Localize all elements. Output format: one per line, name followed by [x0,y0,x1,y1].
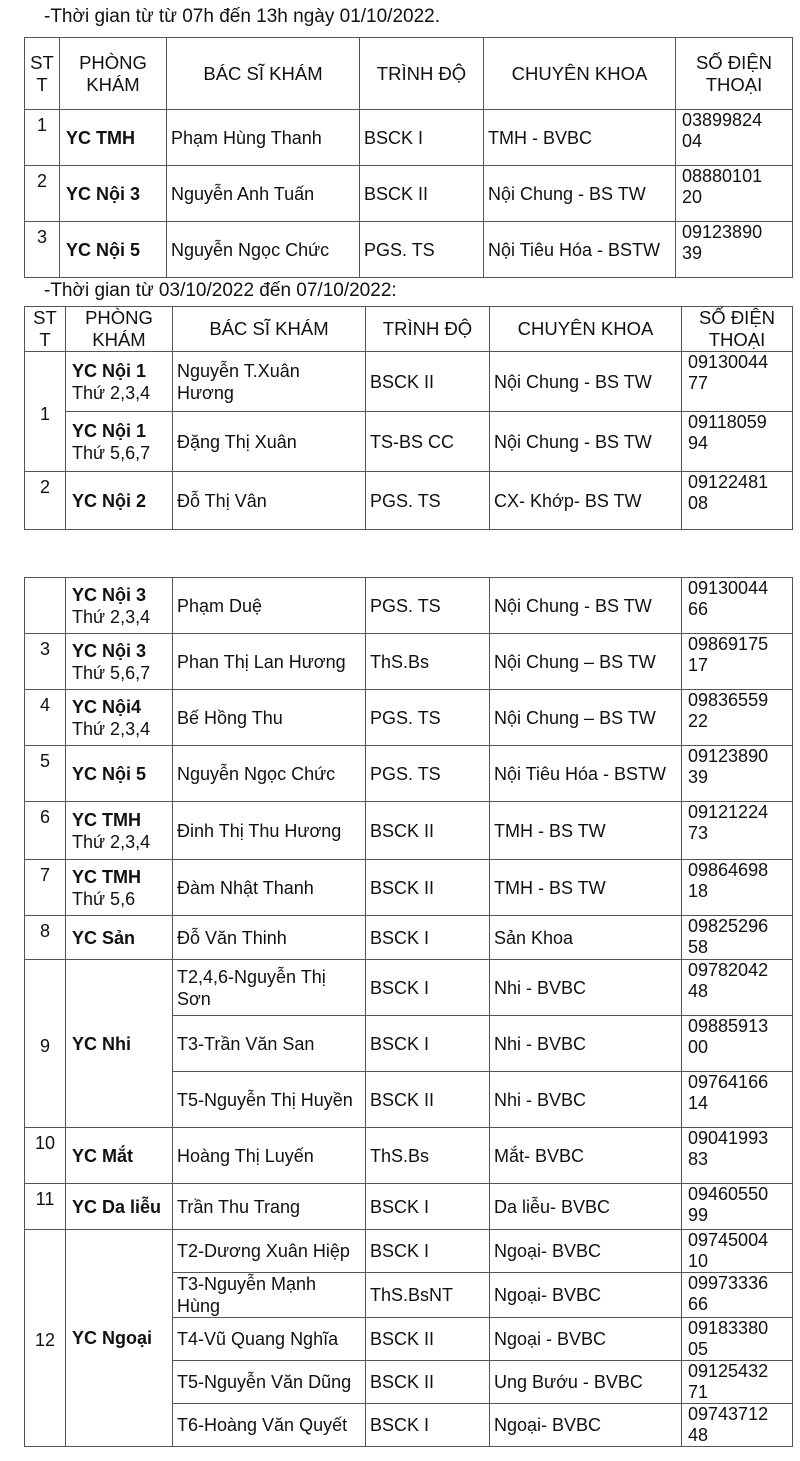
table-row [25,860,793,916]
phone-cell: 09130044 66 [682,578,793,634]
specialty-cell: Nội Chung - BS TW [490,412,682,472]
table-row [25,916,793,960]
doctor-cell: Phan Thị Lan Hương [173,634,366,690]
header-level: TRÌNH ĐỘ [360,38,484,110]
stt-cell: 3 [25,222,60,278]
doctor-cell: T3-Trần Văn San [173,1016,366,1072]
doctor-cell: Trần Thu Trang [173,1184,366,1230]
doctor-cell: T3-Nguyễn Mạnh Hùng [173,1273,366,1318]
level-cell: PGS. TS [366,746,490,802]
phone-cell: 08880101 20 [676,166,793,222]
doctor-cell: Đinh Thị Thu Hương [173,802,366,860]
level-cell: BSCK I [366,1230,490,1273]
clinic-cell [66,578,173,634]
specialty-cell: Nội Chung – BS TW [490,690,682,746]
clinic-name: YC Nội 1 [72,360,147,381]
doctor-cell: Nguyễn Anh Tuấn [167,166,360,222]
clinic-name: YC Ngoại [72,1328,153,1348]
specialty-cell: TMH - BS TW [490,802,682,860]
specialty-cell: CX- Khớp- BS TW [490,472,682,530]
stt-cell: 11 [25,1184,66,1230]
clinic-name: YC Sản [72,927,136,948]
doctor-cell: Phạm Duệ [173,578,366,634]
table-row [25,578,793,634]
doctor-cell: Đàm Nhật Thanh [173,860,366,916]
clinic-cell [60,222,167,278]
header-phone: SỐ ĐIỆN THOẠI [676,38,793,110]
clinic-cell [66,1128,173,1184]
clinic-name: YC TMH [72,809,141,830]
stt-cell: 1 [25,110,60,166]
clinic-name: YC Nội 3 [66,183,141,204]
phone-cell: 09869175 17 [682,634,793,690]
phone-cell: 09125432 71 [682,1361,793,1404]
table-row [25,1128,793,1184]
phone-cell: 09973336 66 [682,1273,793,1318]
level-cell: BSCK I [360,110,484,166]
doctor-cell: T5-Nguyễn Thị Huyền [173,1072,366,1128]
clinic-cell [66,960,173,1128]
clinic-name: YC TMH [66,127,135,148]
level-cell: BSCK II [366,1361,490,1404]
table-row [25,634,793,690]
level-cell: BSCK I [366,916,490,960]
phone-cell: 09123890 39 [676,222,793,278]
table-row [25,412,793,472]
header-stt: ST T [25,307,66,352]
clinic-days: Thứ 2,3,4 [72,831,151,852]
phone-cell: 09121224 73 [682,802,793,860]
specialty-cell: Nội Chung - BS TW [490,352,682,412]
clinic-cell [66,916,173,960]
clinic-cell [66,802,173,860]
clinic-name: YC Da liễu [72,1196,162,1217]
stt-cell: 2 [25,472,66,530]
stt-cell: 8 [25,916,66,960]
table-row [25,690,793,746]
clinic-cell [66,412,173,472]
table-row [25,802,793,860]
phone-cell: 09460550 99 [682,1184,793,1230]
table-row [25,166,793,222]
clinic-name: YC Nội4 [72,696,142,717]
table-row [25,1184,793,1230]
stt-cell: 4 [25,690,66,746]
specialty-cell: Nhi - BVBC [490,1072,682,1128]
schedule-table-3 [24,577,793,1447]
table-row [25,1230,793,1273]
doctor-cell: T6-Hoàng Văn Quyết [173,1404,366,1447]
phone-cell: 09041993 83 [682,1128,793,1184]
phone-cell: 09122481 08 [682,472,793,530]
doctor-cell: Hoàng Thị Luyến [173,1128,366,1184]
stt-cell: 1 [25,352,66,472]
level-cell: BSCK I [366,1184,490,1230]
doctor-cell: Nguyễn T.Xuân Hương [173,352,366,412]
level-cell: ThS.Bs [366,1128,490,1184]
clinic-cell [66,860,173,916]
phone-cell: 09836559 22 [682,690,793,746]
specialty-cell: TMH - BVBC [484,110,676,166]
specialty-cell: Nội Chung – BS TW [490,634,682,690]
phone-cell: 09764166 14 [682,1072,793,1128]
level-cell: BSCK II [366,802,490,860]
header-clinic: PHÒNG KHÁM [60,38,167,110]
level-cell: BSCK I [366,1404,490,1447]
header-level: TRÌNH ĐỘ [366,307,490,352]
header-specialty: CHUYÊN KHOA [490,307,682,352]
level-cell: ThS.BsNT [366,1273,490,1318]
clinic-cell [66,634,173,690]
clinic-days: Thứ 5,6 [72,888,136,909]
phone-cell: 09885913 00 [682,1016,793,1072]
stt-cell: 12 [25,1230,66,1447]
level-cell: BSCK I [366,960,490,1016]
table-row [25,960,793,1016]
clinic-name: YC TMH [72,866,141,887]
clinic-name: YC Nội 3 [72,584,147,605]
clinic-cell [66,352,173,412]
specialty-cell: Nhi - BVBC [490,1016,682,1072]
clinic-name: YC Nội 5 [66,239,141,260]
header-stt: ST T [25,38,60,110]
header-clinic: PHÒNG KHÁM [66,307,173,352]
stt-cell: 5 [25,746,66,802]
phone-cell: 09123890 39 [682,746,793,802]
level-cell: PGS. TS [366,472,490,530]
table-row [25,352,793,412]
table-row [25,746,793,802]
table-header [25,38,793,110]
stt-cell: 3 [25,634,66,690]
stt-cell: 2 [25,166,60,222]
doctor-cell: T5-Nguyễn Văn Dũng [173,1361,366,1404]
header-specialty: CHUYÊN KHOA [484,38,676,110]
clinic-cell [66,472,173,530]
specialty-cell: Ngoại- BVBC [490,1273,682,1318]
stt-cell: 7 [25,860,66,916]
specialty-cell: Ngoại - BVBC [490,1318,682,1361]
level-cell: PGS. TS [366,578,490,634]
clinic-cell [66,1230,173,1447]
clinic-days: Thứ 2,3,4 [72,382,151,403]
clinic-name: YC Nội 2 [72,490,147,511]
specialty-cell: Sản Khoa [490,916,682,960]
doctor-cell: T2-Dương Xuân Hiệp [173,1230,366,1273]
specialty-cell: Nội Chung - BS TW [484,166,676,222]
doctor-cell: Phạm Hùng Thanh [167,110,360,166]
clinic-name: YC Nội 3 [72,640,147,661]
clinic-cell [60,110,167,166]
doctor-cell: Đặng Thị Xuân [173,412,366,472]
doctor-cell: Nguyễn Ngọc Chức [167,222,360,278]
phone-cell: 09745004 10 [682,1230,793,1273]
caption-period-1: -Thời gian từ từ 07h đến 13h ngày 01/10/2022. [44,6,441,27]
phone-cell: 09130044 77 [682,352,793,412]
specialty-cell: Da liễu- BVBC [490,1184,682,1230]
schedule-table-2 [24,306,793,530]
level-cell: BSCK I [366,1016,490,1072]
specialty-cell: Ngoại- BVBC [490,1404,682,1447]
specialty-cell: Nội Chung - BS TW [490,578,682,634]
level-cell: TS-BS CC [366,412,490,472]
phone-cell: 09825296 58 [682,916,793,960]
level-cell: ThS.Bs [366,634,490,690]
phone-cell: 09782042 48 [682,960,793,1016]
doctor-cell: T2,4,6-Nguyễn Thị Sơn [173,960,366,1016]
table-row [25,472,793,530]
phone-cell: 09743712 48 [682,1404,793,1447]
phone-cell: 09864698 18 [682,860,793,916]
clinic-days: Thứ 2,3,4 [72,718,151,739]
doctor-cell: Đỗ Văn Thinh [173,916,366,960]
doctor-cell: T4-Vũ Quang Nghĩa [173,1318,366,1361]
specialty-cell: Nội Tiêu Hóa - BSTW [490,746,682,802]
specialty-cell: TMH - BS TW [490,860,682,916]
doctor-cell: Bế Hồng Thu [173,690,366,746]
specialty-cell: Nhi - BVBC [490,960,682,1016]
caption-period-2: -Thời gian từ 03/10/2022 đến 07/10/2022: [44,280,397,301]
table-row [25,110,793,166]
stt-cell: 9 [25,960,66,1128]
clinic-name: YC Nội 1 [72,420,147,441]
specialty-cell: Ngoại- BVBC [490,1230,682,1273]
phone-cell: 03899824 04 [676,110,793,166]
doctor-cell: Đỗ Thị Vân [173,472,366,530]
stt-cell [25,578,66,634]
level-cell: BSCK II [366,1072,490,1128]
doctor-cell: Nguyễn Ngọc Chức [173,746,366,802]
clinic-days: Thứ 5,6,7 [72,442,151,463]
header-phone: SỐ ĐIỆN THOẠI [682,307,793,352]
clinic-cell [66,1184,173,1230]
phone-cell: 09118059 94 [682,412,793,472]
table-row [25,222,793,278]
clinic-name: YC Nội 5 [72,763,147,784]
clinic-days: Thứ 2,3,4 [72,606,151,627]
stt-cell: 10 [25,1128,66,1184]
clinic-cell [66,746,173,802]
specialty-cell: Ung Bướu - BVBC [490,1361,682,1404]
header-doctor: BÁC SĨ KHÁM [173,307,366,352]
clinic-cell [60,166,167,222]
clinic-days: Thứ 5,6,7 [72,662,151,683]
level-cell: BSCK II [360,166,484,222]
level-cell: BSCK II [366,352,490,412]
stt-cell: 6 [25,802,66,860]
header-doctor: BÁC SĨ KHÁM [167,38,360,110]
clinic-name: YC Mắt [72,1145,134,1166]
level-cell: PGS. TS [360,222,484,278]
clinic-name: YC Nhi [72,1033,132,1054]
specialty-cell: Mắt- BVBC [490,1128,682,1184]
clinic-cell [66,690,173,746]
phone-cell: 09183380 05 [682,1318,793,1361]
level-cell: BSCK II [366,860,490,916]
level-cell: PGS. TS [366,690,490,746]
specialty-cell: Nội Tiêu Hóa - BSTW [484,222,676,278]
table-header [25,307,793,352]
schedule-table-1 [24,37,793,278]
level-cell: BSCK II [366,1318,490,1361]
